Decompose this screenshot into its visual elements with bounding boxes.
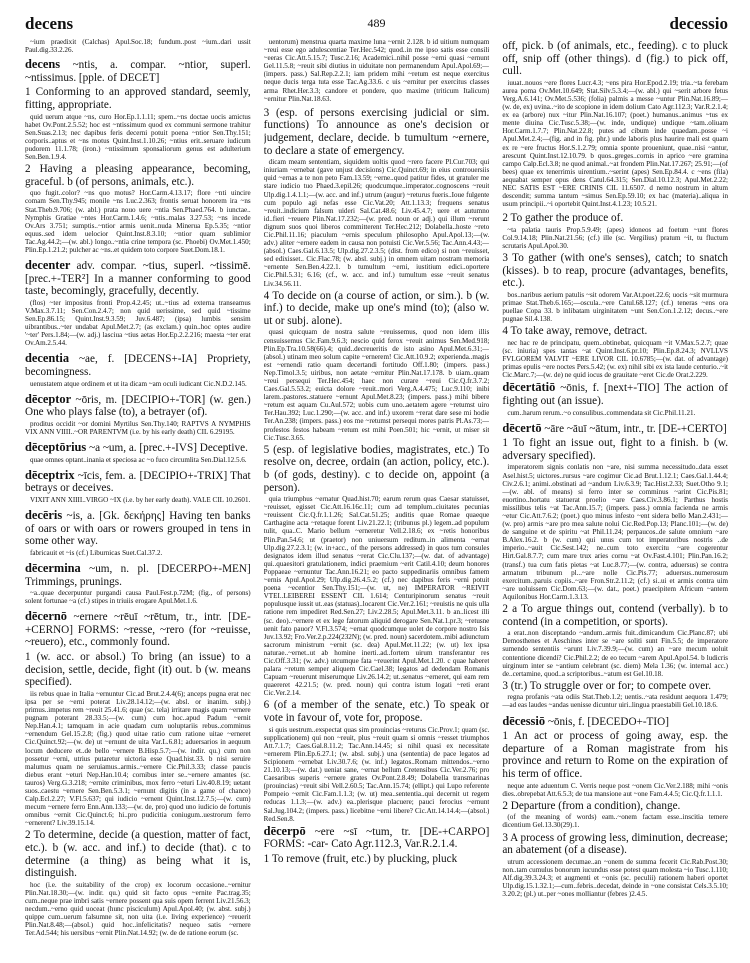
sense-definition: 1 To fight an issue out, fight to a finish. b (w. adversary specified).	[502, 437, 729, 462]
running-head	[25, 14, 728, 36]
sense-definition: 2 To gather the produce of.	[502, 212, 624, 225]
headword: dēcertātiō	[502, 380, 556, 395]
entry-header	[25, 562, 251, 588]
column-right	[502, 38, 728, 958]
sense-citations: ~ta palatia tauris Prop.5.9.49; (apes) idoneos ad foetum ~unt flores Col.9.14.18; Plin.Nat.21.56; (cf.) ille (sc. Vergilius) pratum ~it, tu fluctum scrutaris Apul.Apol.30.	[502, 225, 729, 251]
column-left	[25, 38, 251, 958]
sense-definition: 3 (tr.) To struggle over or for; to compete over.	[502, 679, 712, 692]
entry-header	[502, 381, 728, 407]
sense-definition: 2 Having a pleasing appearance, becoming, graceful. b (of persons, animals, etc.).	[25, 163, 251, 188]
entry-header	[264, 825, 490, 851]
sense-citations: (flos) ~ter impositus fronti Prop.4.2.45; ut..~tius ad externa transeamus V.Max.3.7.11; Sen.Con.2.4.7; non quid uerissime, sed quid ~tissime Sen.Ep.86.15; Quint.Inst.9.3.59; Juv.6.487; (ipsa) lumbis sensim uibrantibus..~ter undabat Apul.Met.2.7; (as exclam.) quin..hoc optes audire '~ter' Pers.1.84;—(w. adj.) lasciua ~tius aetas Hor.Ep.2.2.216; maesta ~ter erat Ov.Am.2.5.44.	[25, 298, 251, 348]
sense-citations: cum..harum rerum..~o consulibus..commendata sit Cic.Phil.11.21.	[507, 408, 696, 417]
sense-citations: ~a..quae decerpuntur purgandi causa Paul.Fest.p.72M; (fig., of persons) solent fortunae ~a (cf.) stipes in triuiis erogare Apul.Met.1.6.	[25, 589, 251, 606]
entry-header	[502, 422, 728, 436]
sense-citations: iis rebus quae in Italia ~ernuntur Cic.ad Brut.2.4.4(6); anceps pugna erat nec ipsa per se ~erni poterat Liv.28.14.12;—(w. absl. or inanim. subj.) primus..impetus rem ~reuit 25.41.6; quae (sc. tela) irritare magis quam ~ernere pugnam poterant 28.33.5;—(w. cum) cum hoc..apud Padum ~ernit Nep.Han.4.1; tamquam in acie quadam cum uoluptariis rebus..comminus ~ernendum Gel.15.2.8; (fig.) quod uitae ratio cum ratione uitae ~erneret Cic.Quinct.92;—(w. de) ut ~ernunt de uita Var.L.6.81; aduersarios in aequum locum deducere et..de bello ~ernere B.Hisp.5.7;—(w. indir. qu.) cum non possetur ~erni, utrius putaretur uictoria esse Quad.hist.33. b nisi seruire malumus quam ne seruiamus..armis..~ernere Cic.Phil.3.33; classe paucis diebus erant ~eturi Nep.Han.10.4; cornibus inter se..~ernere amantes (sc. tauros) Verg.G.3.218; ~ernite criminibus, mox ferro ~eturi Liv.40.8.19; uetant suos..caestu ~ernere Sen.Ben.5.3.1; ~ernunt digitis (in a game of chance) Calp.Ecl.2.27; V.Fl.5.637; qui iudicio ~ernent Quint.Inst.12.7.5;—(w. cum) mecum ~ernere ferro Enn.Ann.133;—(w. de, pro) quod uno iudicio de fortunis omnibus ~ernit Cic.Quinct.6; hi..pro pudicitia coniugum..uestrorum ferro ~ernerent? Liv.39.15.14.	[25, 689, 251, 828]
sense-citations: neque ante aduentum C. Verris neque post ~onem Cic.Ver.2.188; mihi ~onis dies..obrepebat Att.6.5.3; de tua mansione aut ~one Fam.4.4.5; Cic.Q.fr.1.1.1.	[502, 781, 729, 798]
dictionary-entry	[25, 562, 251, 605]
sense-citations: fabricauit et ~is (cf.) Liburnicas Suet.Cal.37.2.	[30, 548, 163, 557]
sense-definition: 3 (esp. of persons exercising judicial or sim. functions) To announce as one's decision or judgement, declare, decide. b tumultum ~ernere, to declare a state of emergency.	[263, 106, 490, 157]
sense-citations: nec hac re de principatu, quem..obtinebat, quicquam ~it V.Max.5.2.7; quae (sc. iniuria) spes tantas ~at Quint.Inst.6.pr.10; Plin.Ep.8.24.3; NVLLVS FVLGOREM VALVIT ~ERE LIVOR CIL 10.6785;—(w. dat. of advantage) primas epulis ~ere noctes Pers.5.42; (w. ex) nihil sibi ex ista laude centurio..~it Cic.Marc.7;—(w. de) ne quid iocus de grauitate ~eret Cic.de Orat.2.229.	[502, 338, 729, 380]
dictionary-entry	[502, 381, 728, 416]
entry-grammar: adv. compar. ~tius, superl. ~tissimē. [prec.+-TER²] In a manner conforming to good taste, becomingly, gracefully, decently.	[25, 260, 251, 298]
entry-grammar: ~ōnis, f. [DECEDO+-TIO]	[545, 715, 669, 728]
sense-citations: utrum accessionem decumae..an ~onem de summa fecerit Cic.Rab.Post.30; non..tam cumulus bonorum iucundus esse potest quam molesta ~io Tusc.1.110; Alf.dig.39.3.24.3; et augmenti et ~onis (sc. peculii) rationem haberi oportet Ulp.dig.15.1.32.1;—cum..febris..decedat, deinde in ~one consistat Cels.3.5.10; 3.20.2; (pl.) ut..per ~ones molliantur (febres )2.4.5.	[502, 857, 729, 899]
sense-definition: 1 An act or process of going away, esp. the departure of a Roman magistrate from his province and return to Rome on the expiration of his term of office.	[502, 730, 729, 780]
column-middle	[264, 38, 490, 958]
continued-citations: ~ium praedixit (Calchas) Apul.Soc.18; fundum..post ~ium..dari ussit Paul.dig.33.2.26.	[25, 38, 251, 55]
headword: dēceptrix	[25, 467, 75, 482]
headword: decenter	[25, 258, 71, 273]
sense-citations: VIXIT ANN XIIII..VIRGO ~IX (i.e. by her early death). VALE CIL 10.2601.	[30, 495, 251, 504]
sense-definition: 5 (esp. of legislative bodies, magistrates, etc.) To resolve on, decree, ordain (an action, policy, etc.). b (of gods, destiny). c to decide on, appoint (a person).	[263, 443, 490, 494]
dictionary-entry	[502, 715, 728, 899]
continued-citations: iuuat..nouos ~ere flores Lucr.4.3; ~ens pira Hor.Epod.2.19; tria..~ta ferebam aurea poma Ov.Met.10.649; Stat.Silv.5.3.4;—(w. abl.) qui ~serit arbore fetus Verg.A.6.141; Ov.Met.5.536; (folia) palmis a messe ~untur Plin.Nat.16.89;—(w. de, ex) uvina..~ito de scopione in idem dolium Cato Agr.112.3; Var.R.2.1.4; ex ea (arbore) nux ~itur Plin.Nat.16.107; (poet.) humanus..animus ~tus ex mente diuina Cic.Tusc.5.38;—(w. inde, undique) undique ~tam..oliuam Hor.Carm.1.7.7; Plin.Nat.22.8; putes ad cibum inde quaedam..posse ~i Apul.Met.2.4;—(fig. and in fig. phr.) unde laboris plus haurire mali est quam ex re ~ere fructus Hor.S.1.2.79; omnia sponte proueniunt, quae..nisi ~antur, arescunt Quint.Inst.12.10.79. b quos..greges..cornis in aprico ~ere gramina campo Calp.Ecl.3.8; ne quod animal..~at frondem Plin.Nat.17.267; 25.91;—(of bees) quae ex tenerrimis uirentium..~serint (apes) Sen.Ep.84.4. c ~ens (fila) aequabat semper opus dens Catul.64.315; Sen.Dial.10.12.3; Apul.Met.2.22; NEC SATIS EST ~ERE CRINIS CIL 11.6507. d nemo nostrum in altum descendit; summa tantum ~simus Sen.Ep.59.10; ex hac (materia)..aliqua in usum principii..~i oportebit Quint.Inst.4.1.23; 10.5.21.	[502, 78, 729, 209]
entry-header	[25, 441, 251, 455]
sense-citations: bos..naribus aerium patulis ~sit odorem Var.At.poet.22.6; uocis ~sit murmura primae Stat.Theb.6.165;—oscula..~ere Catul.68.127; (cf.) teneras ~ens ora puellae Copa 33. b inlibatam uirginitatem ~unt Sen.Con.1.2.12; decus..~ere pugnae Sil.4.138.	[502, 290, 729, 324]
entry-grammar: ~ntis, a. compar. ~ntior, superl. ~ntissimus. [pple. of DECET]	[25, 59, 251, 84]
sense-definition: 2 a To argue things out, contend (verbally). b to contend (in a competition, or sports).	[502, 603, 729, 628]
entry-grammar: ~is, a. [Gk. δεκήρης] Having ten banks of oars or with oars or rowers grouped in tens in some other way.	[25, 510, 251, 548]
sense-citations: dicam meam sententiam, siquidem uoltis quod ~rero facere Pl.Cur.703; qui iniuriam ~ernebat (gave unjust decisions) Cic.Quinct.69; in eius controuersiis quid ~ernas a te non peto Fam.13.59; ~erne..quod patitur fides, ut gratuler me stare iudicio tuo Phaed.3.epil.26; quodcumque..imperator..cognoscens ~reuit Ulp.dig.1.4.1.1;—(w. acc. and inf.) utrum (augur) ~returus fueris..Ioue fulgente cum populo agi nefas esse Cic.Vat.20; Att.1.13.3; frequens senatus ~reuit..indicium falsum uideri Sal.Cat.48.6; Liv.45.4.7; uere et autumno id..fieri ~reuere Plin.Nat.17.232;—(w. pred. noun or adj.) qui illum ~rerunt dignum suos quoi liberos committerent Ter.Hec.212; Dolabella..hoste ~reto Cic.Phil.11.16; piaculum ~ernis speculum philosopho Apul.Apol.13;—(w. adv.) aliter ~ernere eadem in causa non potuisti Cic.Ver.5.56; Tac.Ann.4.43;—(absol.) Caes.Gal.6.13.5; Ulp.dig.27.2.3.5; (dist. from edico) si non ~reuisset, sed edixisset.. Cic.Flac.78; (w. absl. subj.) in omnem uitam nostram memoria ~ernente Sen.Ben.4.22.1. b tumultum ~erni, iustitium edici..oportere Cic.Phil.5.31; 6.16; (cf., w. acc. and inf.) tumultum esse ~reuit senatus Liv.34.56.11.	[263, 158, 490, 288]
dictionary-entry	[25, 610, 251, 937]
sense-definition: 4 To decide on (a course of action, or sim.). b (w. inf.) to decide, make up one's mind (to); (also w. ut or subj. alone).	[263, 289, 490, 327]
entry-grammar: ~ere ~sī ~tum, tr. [DE-+CARPO] FORMS: -car- Cato Agr.112.3, Var.R.2.1.4.	[263, 825, 490, 851]
sense-definition: 1 Conforming to an approved standard, seemly, fitting, appropriate.	[25, 86, 251, 111]
continued-definition: off, pick. b (of animals, etc., feeding). c to pluck off, snip off (other things). d (fig.) to pick off, cull.	[502, 40, 729, 78]
entry-grammar: ~um, n. pl. [DECERPO+-MEN] Trimmings, prunings.	[25, 562, 251, 588]
headword: decēris	[25, 508, 63, 523]
sense-definition: 1 (w. acc. or absol.) To bring (an issue) to a decision, settle, decide, fight (it) out. b (w. means specified).	[25, 651, 251, 689]
sense-definition: 3 A process of growing less, diminution, decrease; an abatement (of a disease).	[502, 831, 729, 857]
sense-definition: 2 To determine, decide (a question, matter of fact, etc.). b (w. acc. and inf.) to decide (that). c to determine (a thing) as being what it is, distinguish.	[25, 829, 251, 880]
headword: dēcessiō	[502, 713, 546, 728]
entry-header	[25, 352, 251, 378]
entry-grammar: ~ōris, m. [DECIPIO+-TOR] (w. gen.) One who plays false (to), a betrayer (of).	[25, 393, 251, 419]
sense-definition: 6 (of a member of the senate, etc.) To speak or vote in favour of, vote for, propose.	[263, 699, 490, 725]
dictionary-entry	[25, 259, 251, 347]
sense-citations: quia triumphus ~ernatur Quad.hist.70; earum rerum quas Caesar statuisset, ~reuisset, egisset Cic.Att.16.16c.11; cum ad templum..ciuitates pecunias ~reuissent Cic.Q.fr.1.1.26; Sal.Cat.51.25; auditis quae Romae quaeque Carthagine acta ~retaque forent Liv.21.22.1; (tribunus pl.) legem..ad populum tulit, qua..C. Mario bellum ~erneretur Vell.2.18.6; ex ~retis honoribus Plin.Pan.54.6; ut (praetor) non uniuersum reditum..in alimenta ~ernat Ulp.dig.27.2.3.1; (w. in+acc., of the persons addressed) in quos tum consules designatos idem illud senatus ~rerat Cic.Clu.137;—(w. dat. of advantage) qui..quaesitori gratulationem, indici praemium ~erit Catil.4.10; deum honores Poppaeae ~ernuntur Tac.Ann.16.21; eo pacto suppedinariis omnibus famem ~ernis Apul.Apol.29; Ulp.dig.26.4.5.2; (cf.) nec dapibus feris ~erni potuit poena ~ecentior Sen.Thy.151;—(w. ut, ne) IMPERATOR ~REIVIT VTEI..LEIBEREI ESSENT CIL 1.614; Centuripinorum senatus ~reuit populusque iussit ut..eas (statuas)..locarent Cic.Ver.2.161; ~reuistis ne quis ulla ratione rem impediret Red.Sen.27; Liv.2.28.5; Apul.Met.3.11. b an..licest illi (sc. deo)..~ernere et ex lege fatorum aliquid derogare Sen.Nat.1.pr.3; ~retusne uenit fato pauor? V.Fl.3.574; ~ernat quodcumque uolet de corpore nostro Isis Juv.13.92; Fro.Ver.2.p.224(232N); (w. pred. noun) sacerdotem..mibi adiunctum sacrorum ministrum ~ernit (sc. dea) Apul.Met.11.22; (w. ut) lex ipsa naturae..~ernet..ut ab homine inerti..ad..fortem uirum transferantur res Cic.Off.3.31; (w. adv.) utcumque fata ~reuerint Apul.Met.1.20. c quae haberet palara ~retum semper aliquem Cic.Cael.38; legatos ad dedendam Romanis Capuam ~reuerunt miserumque Liv.26.14.2; ut..senatus ~erneret, qui eam rem quaereret 42.21.5; (w. pred. noun) qui contra istum logati ~reti erant Cic.Ver.2.14.	[263, 495, 490, 698]
sense-citations: proditus occidit ~or domini Myrtilus Sen.Thy.140; RAPTVS A NYMPHIS VIX ANN VIIII..~OR PARENTVM (i.e. by his early death) CIL 6.29195.	[25, 419, 251, 436]
continued-citations: uentorum) menstrua quarta maxime luna ~ernit 2.128. b id uitium numquam ~reui esse ego adulescentiae Ter.Hec.542; quod..in me ipso satis esse consili ~eeras Cic.Att.5.15.7; Tusc.2.16; Academici..nihil posse ~erni quasi ~ernunt Gel.11.5.8; ~reuit sibi diutius in uiduitate non permanendum Apul.Apol.69;—(impers. pass.) Sal.Rep.2.2.1; iam pridem mihi ~retum est neque exercitus neque ducis terga tuta esse Tac.Ag.33.6. c uis ~ernitur per exercitus classes arma Rhet.Her.3.3; candore et pondere, quo maxime (triticum Italicum) ~ernitur Plin.Nat.18.63.	[263, 38, 490, 103]
entry-grammar: ~āre ~āuī ~ātum, intr., tr. [DE-+CERTO]	[541, 422, 727, 435]
headword: dēcerpō	[263, 823, 306, 838]
sense-definition: 4 To take away, remove, detract.	[502, 325, 648, 338]
guide-word-left: decens	[25, 14, 74, 33]
dictionary-entry	[264, 825, 490, 866]
entry-grammar: ~ōnis, f. [next+-TIO] The action of fighting out (an issue).	[502, 382, 729, 407]
dictionary-entry	[25, 393, 251, 436]
sense-citations: (of the meaning of words) eam..~onem factam esse..inscitia temere dicentium Gel.13.30(29).1.	[502, 813, 729, 830]
dictionary-entry	[25, 352, 251, 387]
dictionary-entry	[25, 509, 251, 557]
headword: dēceptōrius	[25, 440, 87, 455]
sense-citations: quid uerum atque ~ns, curo Hor.Ep.1.1.11; spem..~ns doctae uocis amictus habet Ov.Pont.2.5.52; hoc est ~ntissimum quod ex communi sermone trahitur Sen.Suas.2.13; nec dapibus feris decerni potuit poena ~ntior Sen.Thy.151; corporis..aptus et ~ns motus Quint.Inst.1.10.26; ~ntius erit..seruare iudicum pudorem 11.1.78; (iron.) ~ntissimum sponsaliorum genus est adulterium Sen.Ben.1.9.4.	[25, 112, 251, 162]
entry-grammar: ~ernere ~rēuī ~rētum, tr., intr. [DE-+CERNO] FORMS: ~resse, ~rero (for ~reuisse, ~reuero), etc., commonly found.	[25, 611, 251, 649]
entry-header	[25, 509, 251, 548]
guide-word-right: decessio	[669, 14, 728, 33]
sense-citations: quo fugit..color? ~ns quo motus? Hor.Carm.4.13.17; flore ~nti uincire comam Sen.Thy.945; monile ~ns Luc.2.363; frontis seruat honorem ira ~ns Stat.Theb.9.706; (w. abl.) prata nouo uere ~ntia Sen.Phaed.764. b iunctae.. Nymphis Gratiae ~ntes Hor.Carm.1.4.6; ~ntis..malas 3.27.53; ~ns incede Ov.Ars 3.751; sumptis..~ntior armis uenit..nuda Minerua Ep.5.35; ~ntior equus..sed idem uelocior Quint.Inst.8.3.10; ~ntior quam sublimior Tac.Ag.44.2;—(w. abl.) longo..~ntia crine tempora (sc. Phoebi) Ov.Met.1.450; Plin.Ep.1.21.2; pulcher ac ~ns..et quidem toto corpore Suet.Dom.18.1.	[25, 189, 251, 254]
entry-grammar: ~a ~um, a. [prec.+-IVS] Deceptive.	[86, 442, 248, 455]
sense-definition: 3 To gather (with one's senses), catch; to snatch (kisses). b to reap, procure (advantages, benefits, etc.).	[502, 252, 729, 290]
sense-citations: imperatorem signis conlatis non ~are, nisi summa necessitudo..data esset Asel.hist.5; uictores..rursus ~are cogimur Cic.ad Brut.1.12.1; Caes.Gal.1.44.4; Civ.2.6.1; animi..obstinati ad ~andum Liv.6.3.9; Tac.Hist.2.33; Suet.Otho 9.1;—(w. abl. of means) si ferro inter se comminus ~arint Cic.Pis.81; euortino..hortatu statuerat proelio ~are Caes.Civ.3.86.1; Parthus hostis missilibus telis ~at Tac.Ann.15.7; (impers. pass.) omnia facienda ne armis ~etur Cic.Att.7.6.2; (poet.) quo minus infesto ~ent sidera bello Man.2.431;—(w. pro) armis ~are pro mea salute nolui Cic.Red.Pop.13; Planc.101;—(w. de) de sanguine et de spiritu ~at Phil.11.24; perpaucos..de salute omnium ~are B.Alex.16.2. b (w. cum) qui unus cum tot imperatoribus nostris ..de imperio..~auit Cic.Sest.142; ne..cum toto exercitu ~are cogerentur Hirt.Gal.8.7.7; cum mare trux aries cornu ~at Ov.Fast.4.101; Plin.Pan.16.2; (transf.) tua cum fatis pietas ~at Luc.8.77;—(w. contra, aduersus) se contra armatum tribunum pl...~are nolle Cic.Pis.77; aduersus..numerosum exercitum..paruis copiis..~are Fron.Str.2.11.2; (cf.) si..ui et armis contra uim ~are uoluissem Cic.Dom.63;—(w. dat., poet.) praecipitem Africum ~antem Aquilonibus Hor.Carm.1.3.13.	[502, 463, 729, 601]
dictionary-entry	[25, 441, 251, 464]
entry-header	[25, 469, 251, 495]
entry-header	[502, 715, 728, 729]
sense-definition: 2 Departure (from a condition), change.	[502, 799, 681, 812]
entry-header	[25, 610, 251, 649]
entry-grammar: ~īcis, fem. a. [DECIPIO+-TRIX] That betrays or deceives.	[25, 469, 251, 495]
entry-grammar: ~ae, f. [DECENS+-IA] Propriety, becomingness.	[25, 353, 251, 378]
headword: decentia	[25, 351, 70, 366]
sense-citations: uenustatem atque ordinem et ut ita dicam ~am oculi iudicant Cic.N.D.2.145.	[30, 379, 247, 388]
sense-citations: a erat..non disceptando ~andum..armis fuit..dimicandum Cic.Planc.87; ubi Demosthenes et Aeschines inter se ~are soliti sunt Fin.5.5; de imperatore sumendo sententiis ~arunt Liv.7.39.9;—(w. cum) an ~are mecum uoluit contentione dicendi? Cic.Phil.2.2; de eo tecum ~arem Apul.Apol.54. b ludicris uirginum inter se ~antium celebrant (sc. diem) Mela 1.36; (w. internal acc.) de..certamine, quod..a scriptoribus..~atum est Gel.10.18.	[502, 629, 729, 678]
dictionary-entry	[25, 469, 251, 504]
entry-header	[25, 259, 251, 298]
sense-citations: si quis uestrum..exspectat quas sim prouincias ~returus Cic.Prov.1; quam (sc. supplicationem) qui non ~reuit, plus ~reuit quam si omnis ~resset triumphos Att.7.1.7; Caes.Gal.8.11.2; Tac.Ann.14.45; si nihil quasi ex necessitate ~ernerem Plin.Ep.6.27.1; (w. absl. subj.) una (sententia) de pace legatos ad Scipionem ~ernebat Liv.30.7.6; (w. inf.) legatos..Romam mittendos..~erno 21.10.13;—(w. dat.) ueniat sane, ~ernat bellum Cretensibus Cic.Ver.2.76; pro Caesaribus superis ~ernere grates Ov.Pont.2.8.49; Dolabella transmarinas (prouincias) ~reuit sibi Vell.2.60.5; Tac.Ann.15.74; (ellipt.) qui Lupo referente Pompeio ~ernit Cic.Fam.1.1.3; (w. ut) mea..sententia..qui decernit ut regem reducas 1.1.3;—(w. adv.) ea..plerisque placuere; pauci ferocius ~ernunt Sal.Jug.104.2; (impers. pass.) licebitne ~erni libere? Cic.Att.14.14.4;—(absol.) Red.Sen.8.	[263, 725, 490, 823]
headword: dēcermina	[25, 560, 81, 575]
dictionary-columns	[25, 38, 728, 958]
dictionary-entry	[502, 422, 728, 710]
headword: dēcertō	[502, 420, 542, 435]
sense-citations: quasi quicquam de nostra salute ~reuissemus, quod non idem illis censuissemus Cic.Fam.9.6.3; nescio quid ferox ~reuit animus Sen.Med.918; Plin.Ep.Tra.10.58(66).4; quid..decreueritis de isto asino Apul.Met.6.31;—(absol.) utinam meo solum capite ~ernerem! Cic.Att.10.9.2; experienda..magis est ~ernendi ratio quam decertandi fortitudo Off.1.80; (impers. pass.) Nep.Timol.3.5; uiribus, non aetate ~ernitur Plin.Nat.17.178. b uiam..quam ~reui persequi Ter.Hec.454; haec non curare ~reui Cic.Q.fr.3.7.2; Caes.Gal.5.53.2; euicta dolore ~reuit..mori Verg.A.4.475; Luc.9.110; inibi larem..pastores..statuere ~ernunt Apul.Met.8.23; (impers. pass.) mihi bibere ~retum est aquam Cu.Aul.572; uobis cum uno..aetatem agere ~retumst uiro Ter.Hau.392; Luc.1.290;—(w. acc. and inf.) uxorem ~rerat dare sese mi hodie Ter.An.238; (impers. pass.) eos me ~retumst persequi mores patris Pl.As.73;—profestos festos habeam ~retum est mihi Poen.501; hic ~ernit, ut miser sit Cic.Tusc.3.65.	[263, 328, 490, 442]
dictionary-entry	[25, 58, 251, 254]
page-number: 489	[367, 16, 386, 30]
sense-citations: regna profanis ~ata odiis Stat.Theb.1.2; uentis..~ata residunt aequora 1.479;—ad eas laudes ~andas uenisse dicuntur uiri..lingua praestabili Gel.10.18.6.	[502, 693, 729, 710]
headword: dēcernō	[25, 609, 67, 624]
headword: decens	[25, 57, 61, 72]
entry-header	[25, 58, 251, 84]
sense-citations: quae omnes optant..inania et speciosa ac ~o fuco circumlita Sen.Dial.12.5.6.	[30, 455, 247, 464]
headword: dēceptor	[25, 391, 72, 406]
entry-header	[25, 393, 251, 419]
sense-citations: hoc (i.e. the suitability of the crop) ex locorum occasione..~ernitur Plin.Nat.18.30;—(w. indir. qu.) quid sit facto opus ~ernite Pac.trag.35; cum..neque prae imbri satis ~ernere possent qua suis opem ferrent Liv.21.56.3; necdum..~erno quid uoceat (hunc pisciculum) Apul.Apol.40; (w. abst. subj.) quippe cum..uerum falsumne sit, non uita (i.e. living experience) ~reuerit Plin.Nat.8.48;—(absol.) quid hoc..infelicitatis? nequeo satis ~ernere Ter.Ad.544; his uersibus ~ernit Plin.Nat.14.92; (w. de de ratione eorum (sc.	[25, 880, 251, 938]
sense-definition: 1 To remove (fruit, etc.) by plucking, pluck	[263, 852, 458, 865]
